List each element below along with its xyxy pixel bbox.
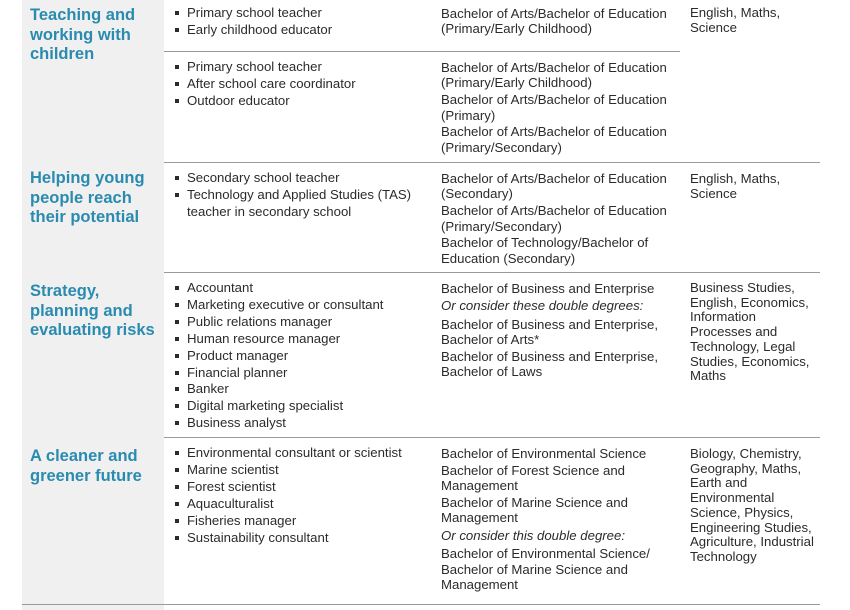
career-item: Human resource manager xyxy=(170,331,432,348)
row-heading-teaching: Teaching and working with children xyxy=(30,6,136,63)
degree-item: Bachelor of Business and Enterprise xyxy=(441,281,655,296)
careers-list-greener-future xyxy=(170,445,432,546)
career-item: Product manager xyxy=(170,348,432,365)
degrees-young-people xyxy=(441,171,681,268)
degree-item: Bachelor of Arts/Bachelor of Education (Primary/Early Childhood) xyxy=(441,6,667,37)
degree-item: Bachelor of Business and Enterprise, Bachelor of Arts* xyxy=(441,316,658,348)
career-item: Digital marketing specialist xyxy=(170,398,432,415)
subjects-teaching-1: English, Maths, Science xyxy=(690,5,781,35)
degrees-greener-future xyxy=(441,446,681,594)
degree-item: Bachelor of Arts/Bachelor of Education (Primary/Early Childhood) xyxy=(441,60,667,91)
career-item: Environmental consultant or scientist xyxy=(170,445,432,462)
career-item: Technology and Applied Studies (TAS) teacher in secondary school xyxy=(170,187,432,221)
degree-note: Or consider these double degrees: xyxy=(441,298,644,314)
row-divider xyxy=(164,162,820,163)
degree-item: Bachelor of Arts/Bachelor of Education (Primary) xyxy=(441,92,667,123)
row-heading-greener-future: A cleaner and greener future xyxy=(30,447,142,485)
careers-list-teaching-2 xyxy=(170,59,432,110)
career-item: Accountant xyxy=(170,280,432,297)
career-item: Financial planner xyxy=(170,365,432,382)
careers-list-young-people xyxy=(170,170,432,221)
row-heading-strategy: Strategy, planning and evaluating risks xyxy=(30,282,155,339)
degree-item: Bachelor of Arts/Bachelor of Education (Primary/Secondary) xyxy=(441,124,667,155)
career-item: Outdoor educator xyxy=(170,93,432,110)
career-item: Banker xyxy=(170,381,432,398)
degree-item: Bachelor of Environmental Science xyxy=(441,446,647,461)
career-item: Fisheries manager xyxy=(170,513,432,530)
careers-list-teaching-1 xyxy=(170,5,432,39)
degree-item: Bachelor of Technology/Bachelor of Education (Secondary) xyxy=(441,235,649,266)
career-item: Marine scientist xyxy=(170,462,432,479)
degree-item: Bachelor of Arts/Bachelor of Education (Secondary) xyxy=(441,171,667,202)
degree-item: Bachelor of Environmental Science/ Bachelor of Marine Science and Management xyxy=(441,546,650,593)
row-divider xyxy=(164,437,820,438)
career-item: Early childhood educator xyxy=(170,22,432,39)
career-item: Secondary school teacher xyxy=(170,170,432,187)
subjects-greener-future: Biology, Chemistry, Geography, Maths, Earth and Environmental Science, Physics, Engineering Studies, Agriculture, Industrial Technology xyxy=(690,446,814,564)
career-item: Business analyst xyxy=(170,415,432,432)
subjects-strategy: Business Studies, English, Economics, Information Processes and Technology, Legal Studies, Economics, Maths xyxy=(690,280,810,384)
career-item: Primary school teacher xyxy=(170,5,432,22)
group-divider xyxy=(164,51,680,52)
subjects-young-people: English, Maths, Science xyxy=(690,171,781,201)
row-divider xyxy=(22,604,820,605)
career-item: After school care coordinator xyxy=(170,76,432,93)
degree-item: Bachelor of Business and Enterprise, Bachelor of Laws xyxy=(441,349,658,380)
degrees-teaching-1 xyxy=(441,6,681,38)
career-item: Marketing executive or consultant xyxy=(170,297,432,314)
row-divider xyxy=(164,272,820,273)
degrees-teaching-2 xyxy=(441,60,681,157)
career-item: Forest scientist xyxy=(170,479,432,496)
degree-item: Bachelor of Forest Science and Management xyxy=(441,462,625,494)
careers-list-strategy xyxy=(170,280,432,432)
degree-item: Bachelor of Arts/Bachelor of Education (Primary/Secondary) xyxy=(441,203,667,234)
career-item: Public relations manager xyxy=(170,314,432,331)
career-item: Primary school teacher xyxy=(170,59,432,76)
degrees-strategy xyxy=(441,281,681,381)
degree-item: Bachelor of Marine Science and Management xyxy=(441,495,628,526)
career-item: Aquaculturalist xyxy=(170,496,432,513)
row-heading-young-people: Helping young people reach their potential xyxy=(30,169,145,226)
career-item: Sustainability consultant xyxy=(170,530,432,547)
degree-note: Or consider this double degree: xyxy=(441,527,626,543)
